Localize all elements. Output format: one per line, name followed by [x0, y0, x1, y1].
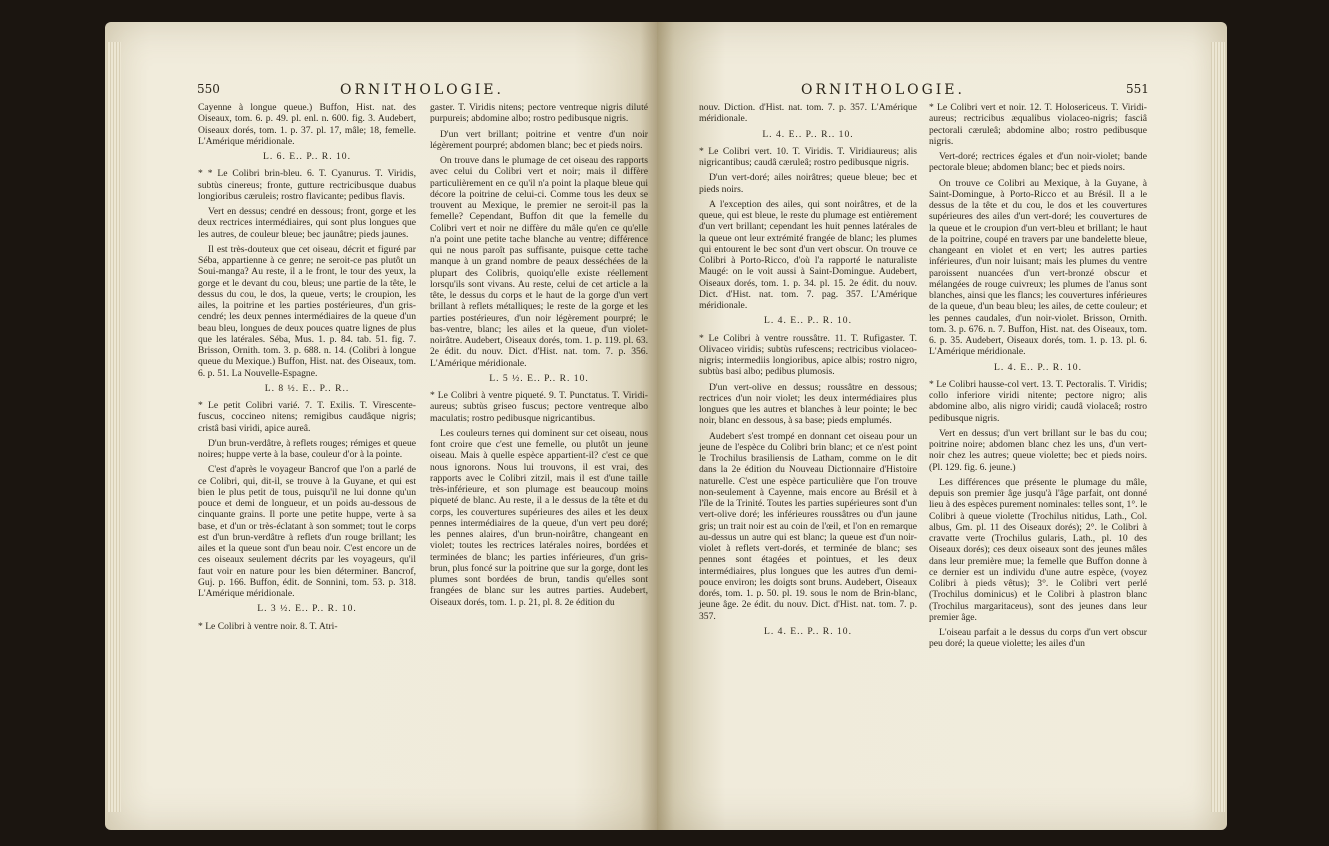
left-page	[105, 22, 657, 830]
measurement-line: L. 6. E.. P.. R. 10.	[263, 151, 351, 162]
text-paragraph: nouv. Diction. d'Hist. nat. tom. 7. p. 357. L'Amérique méridionale.	[699, 102, 917, 125]
text-paragraph: Vert en dessus; cendré en dessous; front, gorge et les deux rectrices intermédiaires, qui sont plus longues que les autres, de couleur bleue; bec jaunâtre; pieds jaunes.	[198, 206, 416, 240]
text-paragraph: On trouve dans le plumage de cet oiseau des rapports avec celui du Colibri vert et noir; mais il diffère particulièrement en ce qu'il n'a point la plaque bleue qui décore la poitrine de celui-ci. Comme tous les deux se trouvent au Mexique, le premier ne seroit-il pas la femelle? Cependant, Buffon dit que la femelle du Colibri vert et noir ne diffère du mâle qu'en ce qu'elle n'a point une petite tache blanche au ventre; différence qui ne nous paroît pas suffisante, puisque cette tache manque à un grand nombre de peaux desséchées de la plupart des Colibris, quoiqu'elle existe réellement lorsqu'ils sont vivans. Au reste, celui de cet article a la tête, le dessus du corps et le haut de la gorge d'un vert brillant à reflets métalliques; le reste de la gorge et les parties postérieures, d'un noir légèrement pourpré; le bas-ventre, blanc; les ailes et la queue, d'un violet-noirâtre. Audebert, Oiseaux dorés, tom. 1. p. 119. pl. 63. 2e édit. du nouv. Dict. d'Hist. nat. tom. 7. p. 356. L'Amérique méridionale.	[430, 155, 648, 369]
text-paragraph: D'un vert brillant; poitrine et ventre d'un noir légèrement pourpré; abdomen blanc; bec et pieds noirs.	[430, 128, 648, 151]
measurement-line: L. 4. E.. P.. R. 10.	[764, 625, 852, 637]
measurement-line: L. 8 ½. E.. P.. R..	[264, 382, 350, 394]
text-paragraph: Cayenne à longue queue.) Buffon, Hist. nat. des Oiseaux, tom. 6. p. 49. pl. enl. n. 600. fig. 3. Audebert, Oiseaux dorés, tom. 1. p. 37. pl. 17, mâle; 18, femelle. L'Amérique méridionale.	[198, 102, 416, 147]
text-paragraph: * Le Colibri vert. 10. T. Viridis. T. Viridiaureus; alis nigricantibus; caudâ cæruleâ; rostro pedibusque nigris.	[699, 145, 917, 168]
text-paragraph: * Le petit Colibri varié. 7. T. Exilis. T. Virescente-fuscus, coccineo nitens; remigibus caudâque nigris; cristâ basi viridi, apice aureâ.	[198, 400, 416, 434]
text-paragraph: * Le Colibri vert et noir. 12. T. Holosericeus. T. Viridi-aureus; rectricibus æqualibus violaceo-nigris; fasciâ pectorali cæruleâ; abdomine albo; rostro pedibusque nigris.	[929, 102, 1147, 147]
right-page	[657, 22, 1227, 830]
left-column-1	[198, 102, 416, 636]
text-paragraph: Les couleurs ternes qui dominent sur cet oiseau, nous font croire que c'est une femelle, ou plutôt un jeune oiseau. Mais à quelle espèce appartient-il? c'est ce que nous ignorons. Nous lui trouvons, il est vrai, des rapports avec le Colibri zitzil, mais il est d'une taille très-inférieure, et son plumage est beaucoup moins piqueté de blanc. Au reste, il a le dessus de la tête et du corps, les couvertures supérieures des ailes et les deux pennes intermédiaires de la queue, d'un vert peu doré; les pennes alaires, d'un brun-noirâtre, changeant en violet; toutes les rectrices latérales noires, bordées et terminées de blanc; les parties inférieures, d'un gris-brun, plus foncé sur la poitrine que sur la gorge, dont les plumes sont bordées de brun, tandis qu'elles sont frangées de blanc sur les autres parties. Audebert, Oiseaux dorés, tom. 1. p. 21, pl. 8. 2e édition du	[430, 427, 648, 608]
text-paragraph: Il est très-douteux que cet oiseau, décrit et figuré par Séba, appartienne à ce genre; ne seroit-ce pas plutôt un Soui-manga? Au reste, il a le front, le tour des yeux, la gorge et le devant du cou, bleus; une partie de la tête, le dessus du cou, le dos, la queue, verts; le croupion, les ailes, la poitrine et les parties postérieures, d'un gris-cendré; les deux pennes intermédiaires de la queue d'un beau bleu, longues de deux pouces quatre lignes de plus que les latérales. Séba, Mus. 1. p. 84. tab. 51. fig. 7. Brisson, Ornith. tom. 3. p. 688. n. 14. (Colibri à longue queue du Mexique.) Buffon, Hist. nat. des Oiseaux, tom. 6. p. 51. La Nouvelle-Espagne.	[198, 243, 416, 379]
measurement-line: L. 5 ½. E.. P.. R. 10.	[489, 372, 589, 384]
open-book	[105, 22, 1227, 830]
text-paragraph: * Le Colibri à ventre noir. 8. T. Atri-	[198, 620, 338, 632]
text-paragraph: L'oiseau parfait a le dessus du corps d'un vert obscur peu doré; la queue violette; les ailes d'un	[929, 627, 1147, 650]
text-paragraph: * Le Colibri à ventre piqueté. 9. T. Punctatus. T. Viridi-aureus; subtùs griseo fuscus; pectore ventreque albo maculatis; rostro pedibusque nigricantibus.	[430, 390, 648, 424]
text-paragraph: D'un vert-doré; ailes noirâtres; queue bleue; bec et pieds noirs.	[699, 172, 917, 195]
text-paragraph: Les différences que présente le plumage du mâle, depuis son premier âge jusqu'à l'âge parfait, ont donné lieu à des espèces purement nominales: telles sont, 1°. le Colibri à queue violette (Trochilus nitidus, Lath., Col. albus, Gm. pl. 11 des Oiseaux dorés); 2°. le Colibri à cravatte verte (Trochilus gularis, Lath., pl. 10 des Oiseaux dorés); ces deux oiseaux sont des jeunes mâles dans leur première mue; la femelle que Buffon donne à ce dernier est un individu d'une autre espèce, (voyez Colibri à pieds vêtus); 3°. le Colibri vert perlé (Trochilus dominicus) et le Colibri à plastron blanc (Trochilus margaritaceus), sont des jeunes dans leur premier âge.	[929, 476, 1147, 623]
text-paragraph: C'est d'après le voyageur Bancrof que l'on a parlé de ce Colibri, qui, dit-il, se trouve à la Guyane, et qui est bien le plus petit de tous, puisqu'il ne lui donne qu'un pouce et demi de longueur, et un poids au-dessous de cinquante grains. Il porte une petite huppe, verte à sa base, et d'un or très-éclatant à son sommet; tout le corps est d'un brun-verdâtre à reflets d'un rouge brillant; les ailes et la queue sont d'un beau noir. C'est encore un de ces oiseaux seulement décrits par les voyageurs, qu'il faut voir en nature pour les bien déterminer. Bancrof, Guj. p. 166. Buffon, édit. de Sonnini, tom. 53. p. 318. L'Amérique méridionale.	[198, 464, 416, 599]
left-running-head: ORNITHOLOGIE.	[340, 82, 504, 98]
measurement-line: L. 4. E.. P.. R. 10.	[994, 361, 1082, 373]
text-paragraph: Audebert s'est trompé en donnant cet oiseau pour un jeune de l'espèce du Colibri brin blanc; et ce n'est point le Trochilus brasiliensis de Latham, comme on le dit dans la 2e édition du Nouveau Dictionnaire d'Histoire naturelle. C'est une espèce particulière que l'on trouve non-seulement à Cayenne, mais encore au Brésil et à l'île de la Trinité. Toutes les parties supérieures sont d'un vert-olive doré; les inférieures roussâtres ou d'un jaune gris; un trait noir est au coin de l'œil, et l'on en remarque au-dessus un autre qui est blanc; la queue est d'un noir-violet à reflets vert-dorés, et terminée de blanc; ses pennes sont étagées et pointues, et les deux intermédiaires, plus longues que les autres d'un demi-pouce environ; les doigts sont bruns. Audebert, Oiseaux dorés, tom. 1. p. 50. pl. 19. sous le nom de Brin-blanc, jeune âge. 2e édit. du nouv. Dict. d'Hist. nat. tom. 7. p. 357.	[699, 430, 917, 622]
text-paragraph: Vert en dessus; d'un vert brillant sur le bas du cou; poitrine noire; abdomen blanc chez les uns, d'un vert-noir chez les autres; queue violette; bec et pieds noirs. (Pl. 129. fig. 6. jeune.)	[929, 427, 1147, 473]
left-page-edge	[107, 42, 121, 812]
text-paragraph: gaster. T. Viridis nitens; pectore ventreque nigris diluté purpureis; abdomine albo; rostro pedibusque nigris.	[430, 102, 648, 125]
text-paragraph: Vert-doré; rectrices égales et d'un noir-violet; bande pectorale bleue; abdomen blanc; bec et pieds noirs.	[929, 151, 1147, 174]
text-paragraph: * * Le Colibri brin-bleu. 6. T. Cyanurus. T. Viridis, subtùs cinereus; fronte, gutture rectricibusque duabus longioribus cæruleis; rostro flavicante; pedibus flavis.	[198, 168, 416, 202]
left-column-2	[430, 102, 648, 612]
right-column-2	[929, 102, 1147, 654]
right-running-head: ORNITHOLOGIE.	[801, 82, 965, 98]
text-paragraph: * Le Colibri hausse-col vert. 13. T. Pectoralis. T. Viridis; collo inferiore viridi nitente; pectore nigro; alis abdomine albo, alis nigro viridi; caudâ violaceâ; rostro pedibusque nigris.	[929, 378, 1147, 424]
measurement-line: L. 3 ½. E.. P.. R. 10.	[257, 603, 357, 615]
measurement-line: L. 4. E.. P.. R. 10.	[764, 315, 852, 327]
right-page-edge	[1211, 42, 1225, 812]
text-paragraph: D'un brun-verdâtre, à reflets rouges; rémiges et queue noires; huppe verte à la base, couleur d'or à la pointe.	[198, 437, 416, 460]
right-column-1	[699, 102, 917, 643]
left-folio: 550	[197, 82, 220, 96]
text-paragraph: A l'exception des ailes, qui sont noirâtres, et de la queue, qui est bleue, le reste du plumage est entièrement d'un vert brillant; cependant les huit pennes latérales de la queue ont leur extrémité frangée de blanc; les plumes qui entourent le bec sont d'un vert obscur. On trouve ce Colibri à Porto-Ricco, d'où l'a rapporté le naturaliste Maugé: on le voit aussi à Saint-Domingue. Audebert, Oiseaux dorés, tom. 1. p. 34. pl. 15. 2e édit. du nouv. Dict. d'Hist. nat. tom. 7. pag. 357. L'Amérique méridionale.	[699, 198, 917, 311]
text-paragraph: D'un vert-olive en dessus; roussâtre en dessous; rectrices d'un noir violet; les deux intermédiaires plus longues que les autres et blanches à leur pointe; le bec noir, blanc en dessous, à sa base; pieds emplumés.	[699, 381, 917, 427]
right-folio: 551	[1126, 82, 1149, 96]
measurement-line: L. 4. E.. P.. R.. 10.	[762, 128, 854, 140]
text-paragraph: On trouve ce Colibri au Mexique, à la Guyane, à Saint-Domingue, à Porto-Ricco et au Brésil. Il a le dessus de la tête et du cou, le dos et les couvertures supérieures des ailes d'un vert-doré; les couvertures de la queue et le croupion d'un vert-bleu et brillant; le haut de la poitrine, coupé en travers par une bandelette bleue, changeant en violet et en vert; les autres parties inférieures, d'un noir luisant; mais les plumes du ventre paroissent nuancées d'un vert-bronzé obscur et mélangées de rouge cuivreux; les plumes de l'anus sont blanches, ainsi que les flancs; les couvertures inférieures de la queue, d'un beau bleu; les ailes, de cette couleur; et les pennes caudales, d'un noir-violet. Brisson, Ornith. tom. 3. p. 676. n. 7. Buffon, Hist. nat. des Oiseaux, tom. 6. p. 35. Audebert, Oiseaux dorés, tom. 1. p. 13. pl. 6. L'Amérique méridionale.	[929, 177, 1147, 358]
text-paragraph: * Le Colibri à ventre roussâtre. 11. T. Rufigaster. T. Olivaceo viridis; subtùs rufescens; rectricibus violaceo-nigris; intermediis longioribus, apice albis; rostro nigro, subtùs basi albo; pedibus plumosis.	[699, 332, 917, 378]
